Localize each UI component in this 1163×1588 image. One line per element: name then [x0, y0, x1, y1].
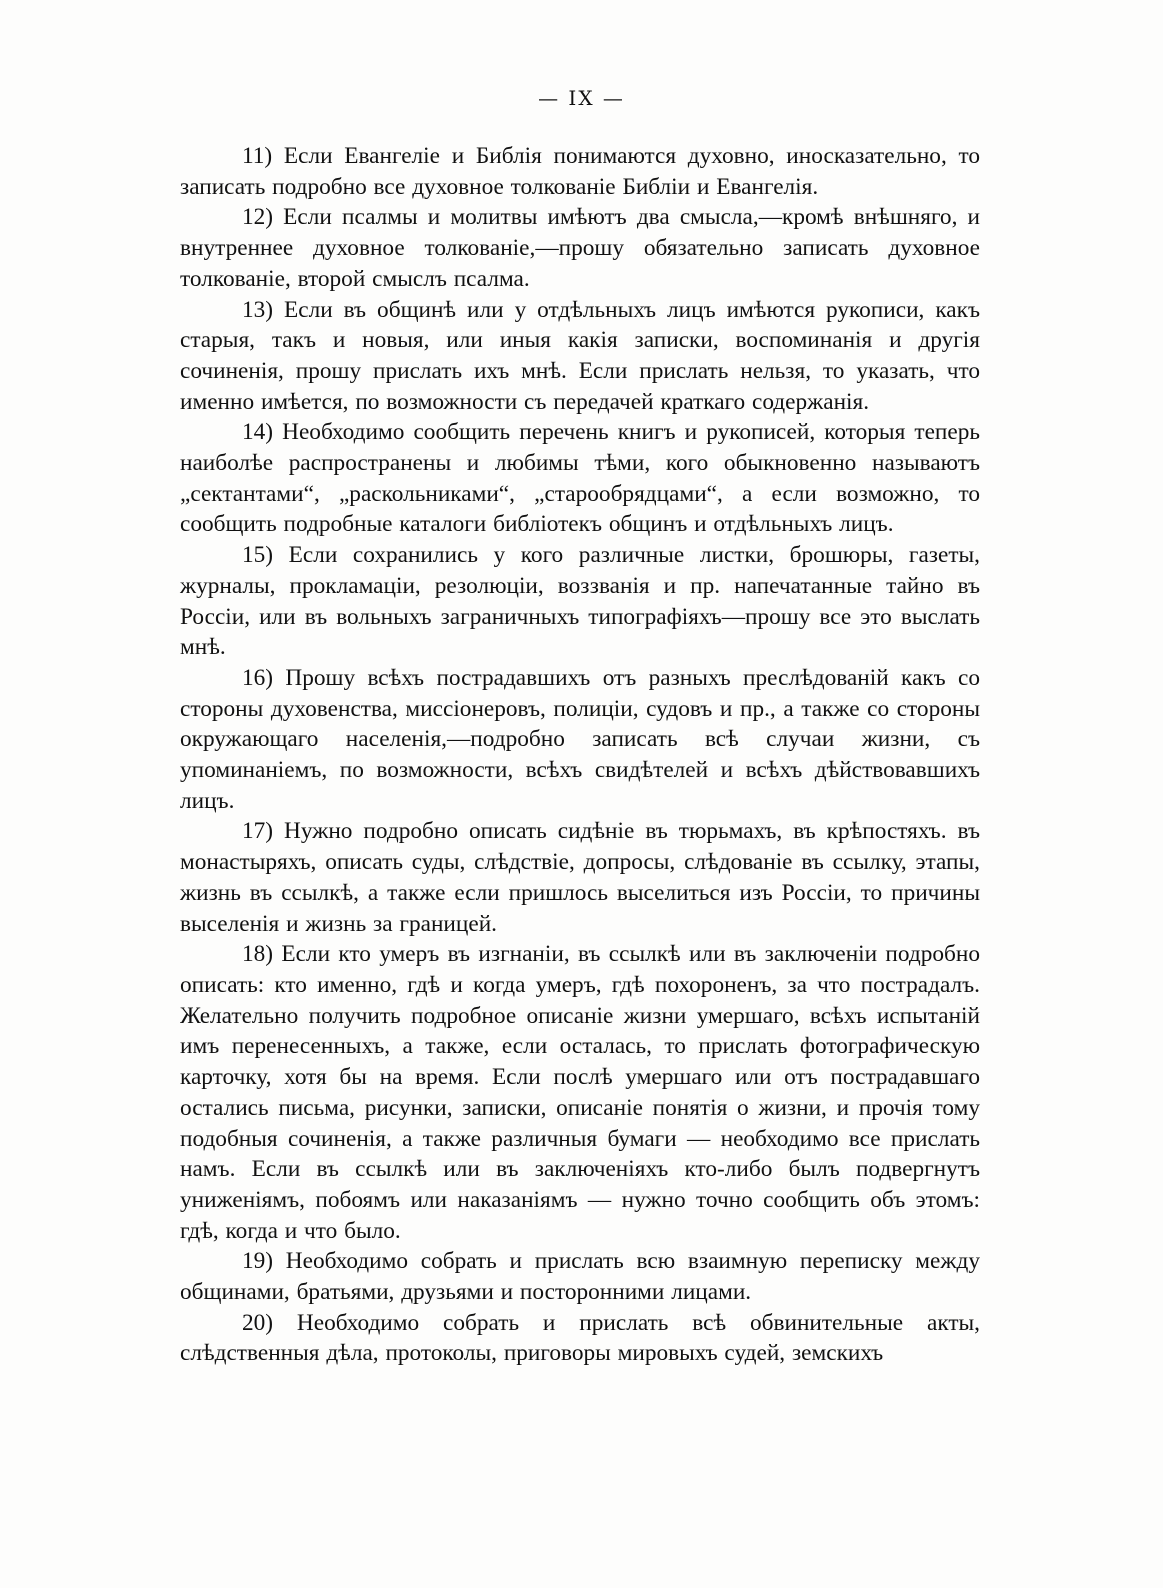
paragraph-item-18: 18) Если кто умеръ въ изгнаніи, въ ссылкѣ или въ заключеніи подробно описать: кто именно, гдѣ и когда умеръ, гдѣ похороненъ, за что пострадалъ. Желательно получить подробное описаніе жизни умершаго, всѣхъ испытаній имъ перенесенныхъ, а также, если осталась, то прислать фотографическую карточку, хотя бы на время. Если послѣ умершаго или отъ пострадавшаго остались письма, рисунки, записки, описаніе понятія о жизни, и прочія тому подобныя сочиненія, а также различныя бумаги — необходимо все прислать намъ. Если въ ссылкѣ или въ заключеніяхъ кто-либо былъ подвергнутъ униженіямъ, побоямъ или наказаніямъ — нужно точно сообщить объ этомъ: гдѣ, когда и что было.	[180, 941, 980, 1244]
body-text	[180, 141, 980, 1369]
page-number: — IX —	[538, 86, 625, 110]
paragraph-item-16: 16) Прошу всѣхъ пострадавшихъ отъ разныхъ преслѣдованій какъ со стороны духовенства, миссіонеровъ, полиціи, судовъ и пр., а также со стороны окружающаго населенія,—подробно записать всѣ случаи жизни, съ упоминаніемъ, по возможности, всѣхъ свидѣтелей и всѣхъ дѣйствовавшихъ лицъ.	[180, 664, 980, 814]
paragraph-item-13: 13) Если въ общинѣ или у отдѣльныхъ лицъ имѣются рукописи, какъ старыя, такъ и новыя, или иныя какія записки, воспоминанія и другія сочиненія, прошу прислать ихъ мнѣ. Если прислать нельзя, то указать, что именно имѣется, по возможности съ передачей краткаго содержанія.	[180, 296, 980, 415]
paragraph-item-20: 20) Необходимо собрать и прислать всѣ обвинительные акты, слѣдственныя дѣла, протоколы, приговоры мировыхъ судей, земскихъ	[180, 1309, 980, 1367]
paragraph-item-11: 11) Если Евангеліе и Библія понимаются духовно, иносказательно, то записать подробно все духовное толкованіе Библіи и Евангелія.	[180, 143, 980, 200]
paragraph-item-14: 14) Необходимо сообщить перечень книгъ и рукописей, которыя теперь наиболѣе распространены и любимы тѣми, кого обыкновенно называютъ „сектантами“, „раскольниками“, „старообрядцами“, а если возможно, то сообщить подробные каталоги библіотекъ общинъ и отдѣльныхъ лицъ.	[180, 419, 980, 538]
paragraph-item-17: 17) Нужно подробно описать сидѣніе въ тюрьмахъ, въ крѣпостяхъ. въ монастыряхъ, описать суды, слѣдствіе, допросы, слѣдованіе въ ссылку, этапы, жизнь въ ссылкѣ, а также если пришлось выселиться изъ Россіи, то причины выселенія и жизнь за границей.	[180, 818, 980, 937]
paragraph-item-12: 12) Если псалмы и молитвы имѣютъ два смысла,—кромѣ внѣшняго, и внутреннее духовное толкованіе,—прошу обязательно записать духовное толкованіе, второй смыслъ псалма.	[180, 204, 980, 292]
paragraph-item-15: 15) Если сохранились у кого различные листки, брошюры, газеты, журналы, прокламаціи, резолюціи, воззванія и пр. напечатанные тайно въ Россіи, или въ вольныхъ заграничныхъ типографіяхъ—прошу все это выслать мнѣ.	[180, 542, 980, 661]
paragraph-item-19: 19) Необходимо собрать и прислать всю взаимную переписку между общинами, братьями, друзьями и посторонними лицами.	[180, 1248, 980, 1306]
